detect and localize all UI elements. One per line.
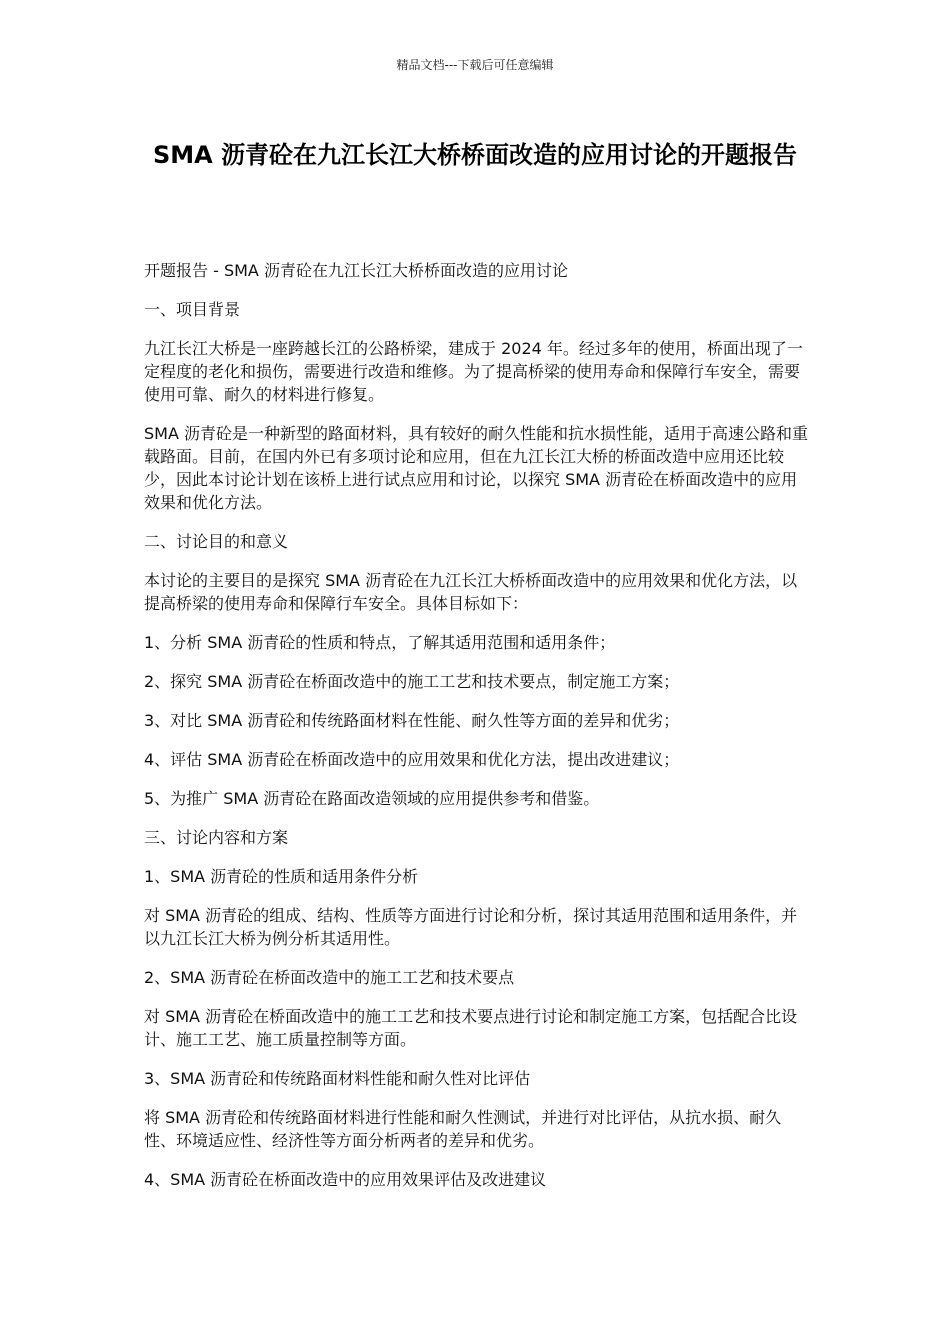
subsection-heading: 2、SMA 沥青砼在桥面改造中的施工工艺和技术要点: [144, 968, 515, 987]
paragraph: SMA 沥青砼是一种新型的路面材料，具有较好的耐久性能和抗水损性能，适用于高速公路和重载路面。目前，在国内外已有多项讨论和应用，但在九江长江大桥的桥面改造中应用还比较少，因此本讨论计划在该桥上进行试点应用和讨论，以探究 SMA 沥青砼在桥面改造中的应用效果和优化方法。: [144, 424, 808, 512]
list-item: 2、探究 SMA 沥青砼在桥面改造中的施工工艺和技术要点，制定施工方案；: [144, 672, 680, 691]
page-header: 精品文档---下载后可任意编辑: [396, 58, 554, 72]
report-subtitle: 开题报告 - SMA 沥青砼在九江长江大桥桥面改造的应用讨论: [144, 261, 568, 280]
paragraph: 九江长江大桥是一座跨越长江的公路桥梁，建成于 2024 年。经过多年的使用，桥面出现了一定程度的老化和损伤，需要进行改造和维修。为了提高桥梁的使用寿命和保障行车安全，需要使用可靠、耐久的材料进行修复。: [144, 339, 803, 404]
list-item: 1、分析 SMA 沥青砼的性质和特点，了解其适用范围和适用条件；: [144, 633, 616, 652]
section-heading-background: 一、项目背景: [144, 300, 241, 319]
section-heading-content: 三、讨论内容和方案: [144, 828, 289, 847]
paragraph: 对 SMA 沥青砼在桥面改造中的施工工艺和技术要点进行讨论和制定施工方案，包括配合比设计、施工工艺、施工质量控制等方面。: [144, 1007, 798, 1049]
paragraph: 将 SMA 沥青砼和传统路面材料进行性能和耐久性测试，并进行对比评估，从抗水损、耐久性、环境适应性、经济性等方面分析两者的差异和优劣。: [144, 1108, 782, 1150]
paragraph: 本讨论的主要目的是探究 SMA 沥青砼在九江长江大桥桥面改造中的应用效果和优化方法，以提高桥梁的使用寿命和保障行车安全。具体目标如下：: [144, 571, 798, 613]
subsection-heading: 1、SMA 沥青砼的性质和适用条件分析: [144, 867, 419, 886]
list-item: 4、评估 SMA 沥青砼在桥面改造中的应用效果和优化方法，提出改进建议；: [144, 750, 680, 769]
list-item: 5、为推广 SMA 沥青砼在路面改造领域的应用提供参考和借鉴。: [144, 789, 600, 808]
document-title: SMA 沥青砼在九江长江大桥桥面改造的应用讨论的开题报告: [152, 141, 798, 169]
paragraph: 对 SMA 沥青砼的组成、结构、性质等方面进行讨论和分析，探讨其适用范围和适用条件，并以九江长江大桥为例分析其适用性。: [144, 906, 798, 948]
subsection-heading: 4、SMA 沥青砼在桥面改造中的应用效果评估及改进建议: [144, 1170, 547, 1189]
section-heading-purpose: 二、讨论目的和意义: [144, 532, 289, 551]
document-body: [144, 259, 808, 1207]
list-item: 3、对比 SMA 沥青砼和传统路面材料在性能、耐久性等方面的差异和优劣；: [144, 711, 680, 730]
subsection-heading: 3、SMA 沥青砼和传统路面材料性能和耐久性对比评估: [144, 1069, 531, 1088]
